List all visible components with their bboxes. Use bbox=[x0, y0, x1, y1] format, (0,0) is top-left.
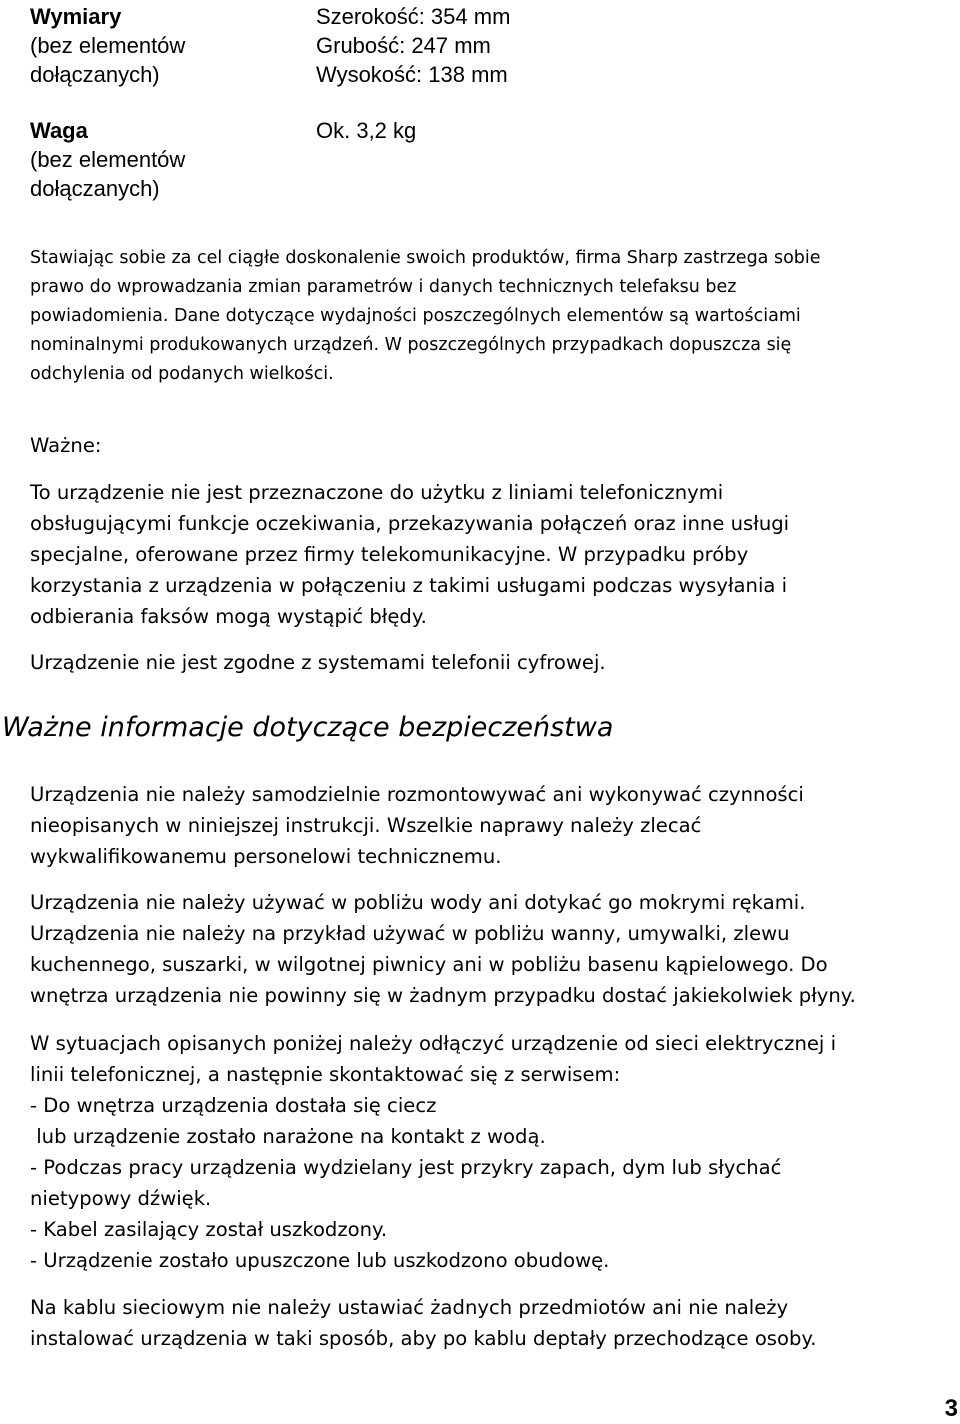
safety-line: Na kablu sieciowym nie należy ustawiać żadnych przedmiotów ani nie należy bbox=[30, 1296, 789, 1319]
spec-dimensions-values bbox=[316, 2, 510, 89]
safety-line: wykwalifikowanemu personelowi technicznemu. bbox=[30, 845, 502, 868]
safety-line: wnętrza urządzenia nie powinny się w żadnym przypadku dostać jakiekolwiek płyny. bbox=[30, 984, 856, 1007]
safety-list-item: - Urządzenie zostało upuszczone lub uszkodzono obudowę. bbox=[30, 1249, 610, 1272]
important-line: obsługującymi funkcje oczekiwania, przekazywania połączeń oraz inne usługi bbox=[30, 512, 790, 535]
safety-list-item: - Kabel zasilający został uszkodzony. bbox=[30, 1218, 388, 1241]
important-label: Ważne: bbox=[30, 434, 102, 457]
spec-weight-label bbox=[30, 116, 185, 203]
safety-line: Urządzenia nie należy używać w pobliżu wody ani dotykać go mokrymi rękami. bbox=[30, 891, 806, 914]
disclaimer-paragraph bbox=[30, 244, 821, 389]
safety-line: Urządzenia nie należy na przykład używać w pobliżu wanny, umywalki, zlewu bbox=[30, 922, 790, 945]
spec-weight-note-2: dołączanych) bbox=[30, 176, 160, 201]
disclaimer-line: Stawiając sobie za cel ciągłe doskonalenie swoich produktów, firma Sharp zastrzega sobie bbox=[30, 248, 821, 268]
safety-paragraph-1 bbox=[30, 779, 804, 872]
page-number: 3 bbox=[944, 1395, 958, 1422]
safety-paragraph-2 bbox=[30, 887, 856, 1011]
spec-weight-note-1: (bez elementów bbox=[30, 147, 186, 172]
spec-height: Wysokość: 138 mm bbox=[316, 62, 508, 87]
spec-depth: Grubość: 247 mm bbox=[316, 33, 491, 58]
spec-width: Szerokość: 354 mm bbox=[316, 4, 511, 29]
spec-dimensions-note-2: dołączanych) bbox=[30, 62, 160, 87]
safety-heading: Ważne informacje dotyczące bezpieczeństwa bbox=[2, 712, 614, 743]
safety-paragraph-4 bbox=[30, 1292, 816, 1354]
important-paragraph-1 bbox=[30, 477, 789, 632]
disclaimer-line: odchylenia od podanych wielkości. bbox=[30, 364, 334, 384]
safety-list-item: lub urządzenie zostało narażone na kontakt z wodą. bbox=[30, 1125, 546, 1148]
spec-weight: Ok. 3,2 kg bbox=[316, 118, 417, 143]
important-paragraph-2: Urządzenie nie jest zgodne z systemami telefonii cyfrowej. bbox=[30, 651, 606, 674]
important-line: odbierania faksów mogą wystąpić błędy. bbox=[30, 605, 427, 628]
safety-list-item: - Podczas pracy urządzenia wydzielany jest przykry zapach, dym lub słychać bbox=[30, 1156, 782, 1179]
safety-line: linii telefonicznej, a następnie skontaktować się z serwisem: bbox=[30, 1063, 621, 1086]
important-line: korzystania z urządzenia w połączeniu z takimi usługami podczas wysyłania i bbox=[30, 574, 788, 597]
safety-line: W sytuacjach opisanych poniżej należy odłączyć urządzenie od sieci elektrycznej i bbox=[30, 1032, 837, 1055]
safety-paragraph-3 bbox=[30, 1028, 836, 1276]
important-line: To urządzenie nie jest przeznaczone do użytku z liniami telefonicznymi bbox=[30, 481, 724, 504]
spec-dimensions-label bbox=[30, 2, 185, 89]
important-line: specjalne, oferowane przez firmy telekomunikacyjne. W przypadku próby bbox=[30, 543, 749, 566]
safety-list-item: - Do wnętrza urządzenia dostała się ciecz bbox=[30, 1094, 437, 1117]
disclaimer-line: nominalnymi produkowanych urządzeń. W poszczególnych przypadkach dopuszcza się bbox=[30, 335, 792, 355]
safety-line: nieopisanych w niniejszej instrukcji. Wszelkie naprawy należy zlecać bbox=[30, 814, 702, 837]
spec-weight-values bbox=[316, 116, 416, 145]
spec-dimensions-note-1: (bez elementów bbox=[30, 33, 186, 58]
spec-weight-title: Waga bbox=[30, 118, 88, 143]
disclaimer-line: prawo do wprowadzania zmian parametrów i danych technicznych telefaksu bez bbox=[30, 277, 737, 297]
safety-list-item: nietypowy dźwięk. bbox=[30, 1187, 212, 1210]
safety-line: instalować urządzenia w taki sposób, aby po kablu deptały przechodzące osoby. bbox=[30, 1327, 817, 1350]
safety-line: Urządzenia nie należy samodzielnie rozmontowywać ani wykonywać czynności bbox=[30, 783, 804, 806]
disclaimer-line: powiadomienia. Dane dotyczące wydajności poszczególnych elementów są wartościami bbox=[30, 306, 801, 326]
spec-dimensions-title: Wymiary bbox=[30, 4, 122, 29]
safety-line: kuchennego, suszarki, w wilgotnej piwnicy ani w pobliżu basenu kąpielowego. Do bbox=[30, 953, 828, 976]
